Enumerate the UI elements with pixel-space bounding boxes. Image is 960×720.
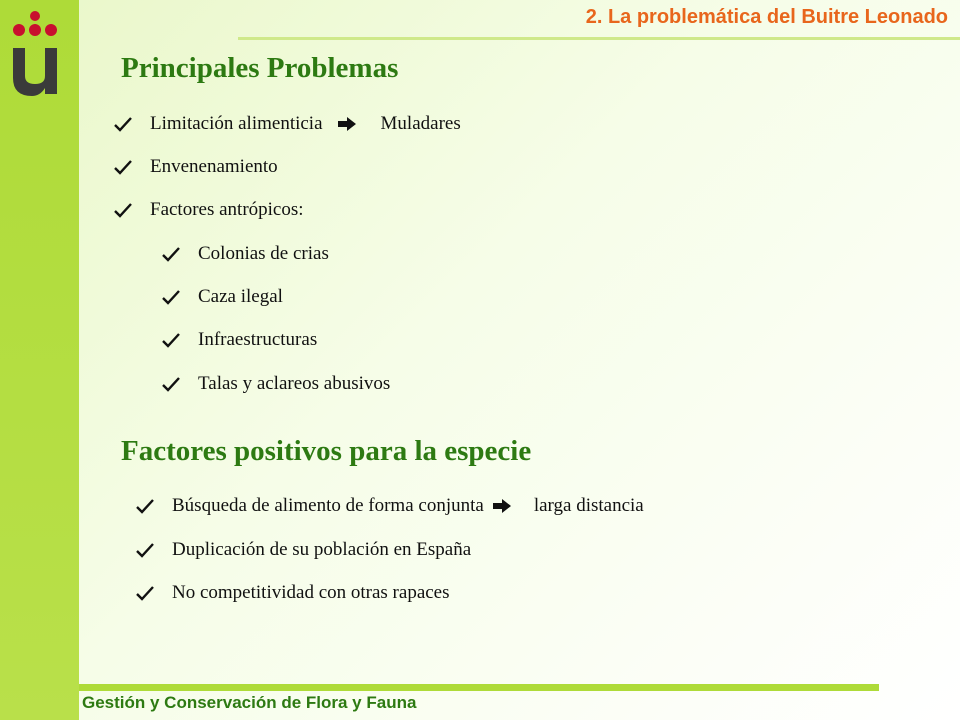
list-item — [136, 539, 471, 561]
item-label: Limitación alimenticia — [150, 113, 323, 134]
item-label: Colonias de crias — [198, 243, 329, 264]
checkmark-icon — [114, 116, 132, 132]
list-item — [114, 199, 304, 221]
slide-header-title: 2. La problemática del Buitre Leonado — [585, 6, 948, 28]
item-result: larga distancia — [533, 495, 644, 516]
checkmark-icon — [162, 376, 180, 392]
problems-title: Principales Problemas — [121, 52, 399, 84]
item-result: Muladares — [380, 113, 461, 134]
checkmark-icon — [114, 202, 132, 218]
item-label: Infraestructuras — [198, 329, 318, 350]
checkmark-icon — [162, 246, 180, 262]
item-label: Caza ilegal — [198, 286, 283, 307]
positives-title: Factores positivos para la especie — [121, 435, 532, 467]
sub-list-item — [162, 329, 317, 351]
item-label: Envenenamiento — [150, 156, 278, 177]
list-item — [114, 156, 278, 178]
footer-course-title: Gestión y Conservación de Flora y Fauna — [82, 693, 417, 712]
arrow-right-icon — [337, 116, 357, 132]
checkmark-icon — [136, 542, 154, 558]
list-item — [114, 113, 461, 135]
sub-list-item — [162, 243, 329, 265]
sub-list-item — [162, 373, 390, 395]
list-item — [136, 582, 450, 604]
arrow-right-icon — [492, 498, 512, 514]
checkmark-icon — [136, 498, 154, 514]
university-logo — [10, 8, 60, 98]
bottom-divider — [79, 684, 879, 691]
checkmark-icon — [136, 585, 154, 601]
sub-list-item — [162, 286, 283, 308]
checkmark-icon — [162, 289, 180, 305]
top-divider — [238, 37, 960, 40]
side-bar — [0, 0, 79, 720]
checkmark-icon — [114, 159, 132, 175]
item-label: Factores antrópicos: — [150, 199, 304, 220]
checkmark-icon — [162, 332, 180, 348]
item-label: No competitividad con otras rapaces — [172, 582, 450, 603]
item-label: Búsqueda de alimento de forma conjunta — [172, 495, 484, 516]
item-label: Talas y aclareos abusivos — [198, 373, 391, 394]
item-label: Duplicación de su población en España — [172, 539, 472, 560]
list-item — [136, 495, 644, 517]
